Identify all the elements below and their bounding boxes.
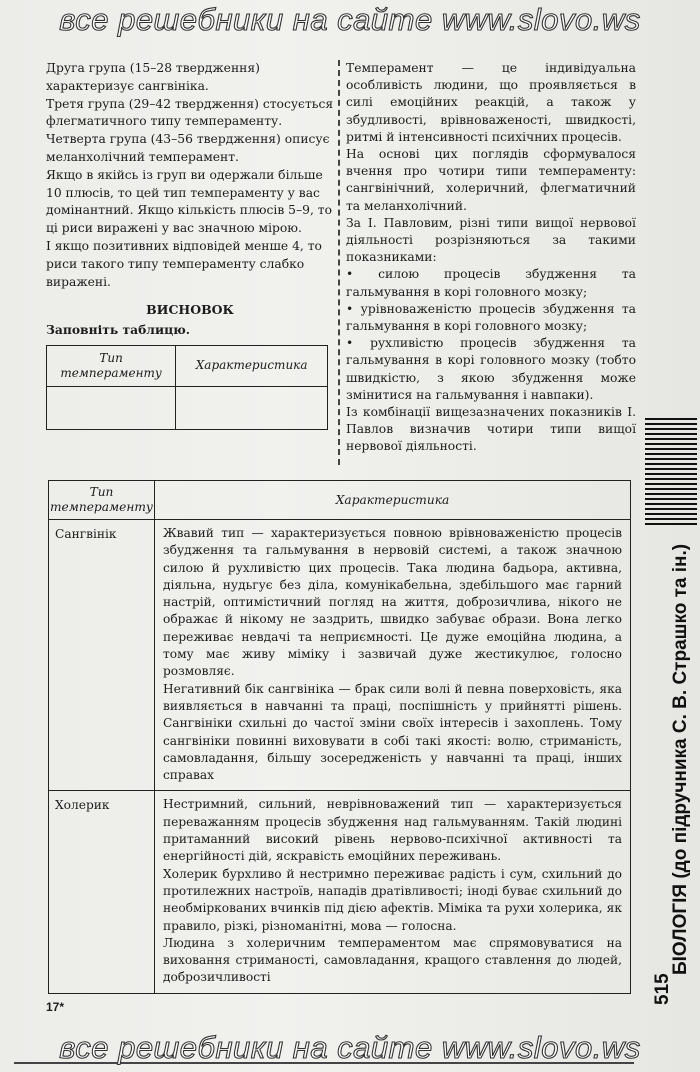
- paragraph-group-2: Друга група (15–28 твердження) характеризує сангвініка.: [46, 61, 260, 93]
- sanguine-paragraph-2: Негативний бік сангвініка — брак сили волі й певна поверховість, яка виявляється в навчанні та праці, поспішність у прийнятті рішень. Сангвініки схильні до частої зміни своїх інтересів і захоплень. Тому сангвініки повинні виховувати в собі такі якості: волю, стриманість, самовладання, більшу зосередженість у навчанні та праці, інших справах: [162, 681, 622, 783]
- empty-answer-table: [46, 345, 328, 430]
- choleric-paragraph-3: Людина з холеричним темпераментом має спрямовуватися на виховання стриманості, самовладання, кращого ставлення до людей, доброзичливості: [162, 935, 622, 985]
- paragraph-weak-rule: І якщо позитивних відповідей менше 4, то риси такого типу темпераменту слабко виражені.: [46, 238, 322, 289]
- pavlov-intro: За І. Павловим, різні типи вищої нервової діяльності розрізняються за такими показниками:: [346, 215, 636, 265]
- header-type: Тип темпераменту: [47, 345, 176, 386]
- answer-cell-type: [47, 386, 176, 429]
- signature-mark: 17*: [46, 1000, 65, 1014]
- paragraph-dominant-rule: Якщо в якійсь із груп ви одержали більше 10 плюсів, то цей тип темпераменту у вас домінантний. Якщо кількість плюсів 5–9, то ці риси виражені у вас значною мірою.: [46, 167, 332, 236]
- bullet-strength: • силою процесів збудження та гальмування в корі головного мозку;: [346, 267, 636, 299]
- table-row: [49, 791, 631, 993]
- page-number: 515: [652, 973, 673, 1005]
- pavlov-conclusion: Із комбінації вищезазначених показників І. Павлов визначив чотири типи вищої нервової діяльності.: [346, 405, 636, 454]
- choleric-paragraph-1: Нестримний, сильний, неврівноважений тип — характеризується переважанням процесів збудження над гальмуванням. Такій людині притаманний високий рівень нервово-психічної активності та енергійності дій, яскравість емоційних переживань.: [162, 797, 622, 864]
- bullet-balance: • урівноваженістю процесів збудження та гальмування в корі головного мозку;: [346, 301, 636, 334]
- column-header-characteristic: Характеристика: [154, 481, 630, 520]
- type-choleric: Холерик: [49, 791, 155, 993]
- column-divider: [338, 60, 340, 465]
- type-sanguine: Сангвінік: [49, 520, 155, 791]
- fill-table-instruction: Заповніть таблицю.: [46, 322, 191, 338]
- choleric-paragraph-2: Холерик бурхливо й нестримно переживає радість і сум, схильний до протилежних настроїв, нападів дратівливості; іноді буває схильний до необміркованих вчинків під дією афектів. Міміка та рухи холерика, як правило, різкі, різноманітні, мова — голосна.: [162, 866, 622, 933]
- sanguine-description: [154, 520, 630, 791]
- temperament-table: [48, 480, 631, 994]
- bullet-mobility: • рухливістю процесів збудження та гальмування в корі головного мозку (тобто швидкістю, з якою збудження може змінитися на гальмування і навпаки).: [346, 336, 636, 402]
- watermark-top: все решебники на сайте www.slovo.ws: [59, 2, 641, 37]
- thumb-index-stripes: [645, 418, 697, 528]
- book-title-vertical: БІОЛОГІЯ (до підручника С. В. Страшко та ін.): [670, 543, 691, 975]
- answer-cell-characteristic: [176, 386, 328, 429]
- conclusion-heading: ВИСНОВОК: [146, 302, 234, 318]
- header-characteristic: Характеристика: [176, 345, 328, 386]
- table-row: [49, 520, 631, 791]
- watermark-bottom: все решебники на сайте www.slovo.ws: [59, 1030, 641, 1065]
- four-types-paragraph: На основі цих поглядів сформувалося вчення про чотири типи темпераменту: сангвінічний, холеричний, флегматичний та меланхолічний.: [346, 147, 636, 213]
- paragraph-group-4: Четверта група (43–56 твердження) описує меланхолічний темперамент.: [46, 132, 330, 164]
- sanguine-paragraph-1: Жвавий тип — характеризується повною врівноваженістю процесів збудження та гальмування в нервовій системі, а також значною силою й рухливістю цих процесів. Така людина бадьора, активна, діяльна, нудьгує без діла, комунікабельна, здебільшого має гарний настрій, оптимістичний погляд на життя, доброзичлива, нікого не ображає й нікому не заздрить, швидко забуває образи. Вона легко переживає невдачі та неприємності. Це дуже емоційна людина, а тому має живу міміку і зазвичай дуже жестикулює, голосно розмовляє.: [162, 526, 622, 679]
- paragraph-group-3: Третя група (29–42 твердження) стосується флегматичного типу темпераменту.: [46, 96, 334, 129]
- choleric-description: [154, 791, 630, 993]
- temperament-definition: Темперамент — це індивідуальна особливість людини, що проявляється в силі емоційних реакцій, а також у збудливості, врівноваженості, швидкості, ритмі й інтенсивності психічних процесів.: [346, 61, 636, 144]
- right-column: [346, 60, 636, 456]
- column-header-type: Тип темпераменту: [49, 481, 155, 520]
- left-column: [46, 60, 334, 430]
